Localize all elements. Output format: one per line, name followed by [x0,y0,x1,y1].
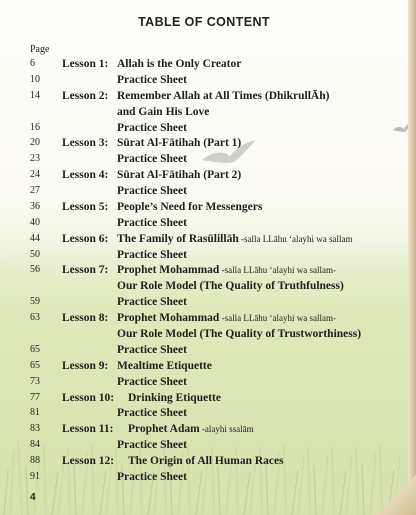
toc-page-number: 91 [30,470,40,482]
toc-entry-title [117,263,336,277]
toc-lesson-label: Lesson 12: [62,455,115,467]
toc-title-text: Sūrat Al-Fātihah (Part 2) [117,169,242,182]
toc-title-text: Allah is the Only Creator [117,58,242,70]
toc-title-text: Practice Sheet [117,121,187,134]
toc-title-text: Practice Sheet [117,343,187,356]
page-number: 4 [30,492,36,503]
toc-title-text: and Gain His Love [117,105,210,118]
toc-page-number: 73 [30,375,40,387]
toc-honorific-text: -salla LLāhu ‘alayhi wa sallam- [219,313,337,324]
toc-title-text: Prophet Adam [128,423,200,436]
toc-page-number: 40 [30,216,40,228]
toc-page-number: 83 [30,423,40,435]
toc-title-text: Remember Allah at All Times (DhikrullĀh) [117,89,330,102]
toc-lesson-label: Lesson 2: [62,89,109,102]
toc-entry-title [117,295,187,309]
toc-title-text: Prophet Mohammad [117,312,220,325]
toc-page-number: 23 [30,153,40,165]
toc-lesson-label: Lesson 7: [62,264,109,277]
toc-entry-title [117,343,187,357]
toc-entry-title [117,105,209,119]
toc-page-number: 88 [30,455,40,466]
toc-lesson-label: Lesson 1: [62,58,109,70]
page-column-header: Page [30,44,50,55]
toc-title-text: Practice Sheet [117,153,187,166]
toc-lesson-label: Lesson 11: [62,423,114,436]
toc-title-text: Prophet Mohammad [117,264,220,277]
toc-entry-title [117,311,336,325]
toc-entry-title [128,391,221,405]
toc-page-number: 6 [30,58,35,69]
toc-title-text: Sūrat Al-Fātihah (Part 1) [117,137,242,150]
toc-entry-title [117,375,187,389]
toc-entry-title [128,422,254,436]
toc-page-number: 77 [30,391,40,403]
toc-lesson-label: Lesson 5: [62,200,109,213]
toc-entry-title [117,216,187,230]
toc-title-text: Our Role Model (The Quality of Trustworthiness) [117,328,362,340]
toc-honorific-text: -salla LLāhu ‘alayhi wa sallam- [219,265,337,276]
toc-page-number: 84 [30,439,40,451]
toc-lesson-label: Lesson 6: [62,232,109,245]
toc-title-text: Practice Sheet [117,375,187,388]
toc-page-number: 16 [30,121,40,133]
toc-title-text: Practice Sheet [117,407,187,420]
toc-title-text: Practice Sheet [117,296,187,309]
toc-entry-title [117,438,187,452]
toc-page-number: 36 [30,200,40,212]
toc-lesson-label: Lesson 4: [62,169,109,182]
toc-entry-title [117,184,187,198]
toc-page-number: 20 [30,137,40,149]
toc-entry-title [117,200,262,214]
toc-page-number: 81 [30,407,40,419]
toc-page-number: 63 [30,312,40,324]
toc-entry-title [117,136,241,150]
toc-entry-title [117,152,187,166]
toc-page-number: 65 [30,343,40,355]
toc-entry-title [128,454,284,468]
toc-lesson-label: Lesson 9: [62,359,109,372]
toc-page-number: 50 [30,248,40,260]
toc-title-text: Practice Sheet [117,248,187,261]
toc-lesson-label: Lesson 3: [62,137,109,150]
toc-entry-title [117,248,187,262]
toc-page-number: 56 [30,264,40,276]
toc-entry-title [117,168,241,182]
toc-title-text: Practice Sheet [117,185,187,197]
toc-entry-title [117,121,187,135]
toc-entry-title [117,89,329,103]
toc-title-text: Our Role Model (The Quality of Truthfulness) [117,280,344,293]
toc-entry-title [117,73,187,87]
toc-honorific-text: -salla LLāhu ‘alayhi wa sallam [238,233,353,244]
toc-lesson-label: Lesson 8: [62,312,109,325]
toc-page-number: 27 [30,185,40,196]
toc-honorific-text: -alayhi ssalām [199,424,254,435]
toc-title-text: Mealtime Etiquette [117,359,212,372]
toc-title-text: Practice Sheet [117,439,187,452]
toc-title-text: The Family of Rasūlillāh [117,232,239,245]
toc-page-number: 59 [30,296,40,308]
toc-page-number: 65 [30,359,40,371]
toc-title-text: Practice Sheet [117,470,187,483]
toc-entry-title [117,470,187,484]
toc-title-text: The Origin of All Human Races [128,455,284,467]
toc-entry-title [117,359,212,373]
toc-entry-title [117,406,187,420]
toc-page-number: 44 [30,232,40,244]
toc-entry-title [117,232,352,246]
toc-title-text: Practice Sheet [117,216,187,229]
toc-entry-title [117,327,361,341]
toc-title-text: Practice Sheet [117,73,187,86]
toc-title: TABLE OF CONTENT [138,15,270,29]
toc-title-text: Drinking Etiquette [128,391,221,404]
toc-entry-title [117,279,344,293]
toc-title-text: People’s Need for Messengers [117,200,263,213]
toc-page-number: 10 [30,73,40,85]
toc-lesson-label: Lesson 10: [62,391,115,404]
toc-page-number: 14 [30,89,40,101]
toc-entry-title [117,57,241,71]
toc-page-number: 24 [30,169,40,181]
